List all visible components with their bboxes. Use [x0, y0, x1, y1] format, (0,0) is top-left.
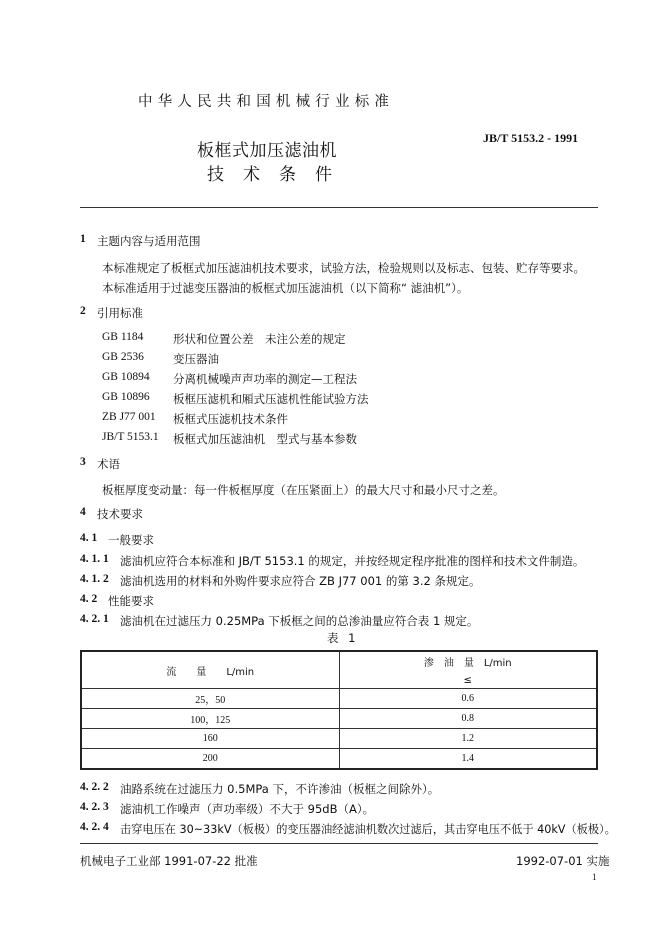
- clause-4-2-2-number: 4. 2. 2: [80, 781, 109, 793]
- table-row: [81, 729, 597, 749]
- table-caption: 表 1: [327, 631, 359, 645]
- table-cell-leak: 1.4: [339, 749, 597, 770]
- clause-4-2-2-text: 油路系统在过滤压力 0.5MPa 下，不许渗油（板框之间除外）。: [120, 782, 440, 796]
- reference-code: GB 10896: [102, 391, 150, 403]
- table-cell-leak: 0.6: [339, 689, 597, 709]
- table-cell-flow: 200: [81, 749, 339, 770]
- section-1-number: 1: [80, 233, 86, 245]
- standard-number: JB/T 5153.2 - 1991: [483, 131, 579, 145]
- clause-4-2-4-text: 击穿电压在 30~33kV（板极）的变压器油经滤油机数次过滤后，其击穿电压不低于 40kV（板极）。: [120, 823, 616, 836]
- clause-4-2-3-text: 滤油机工作噪声（声功率级）不大于 95dB（A）。: [120, 802, 375, 816]
- document-subtitle: 技术条件: [207, 165, 351, 185]
- clause-4-2-1-text: 滤油机在过滤压力 0.25MPa 下板框之间的总渗油量应符合表 1 规定。: [120, 614, 479, 628]
- table-row: [81, 749, 597, 770]
- clause-4-1-1-text: 滤油机应符合本标准和 JB/T 5153.1 的规定，并按经规定程序批准的图样和技术文件制造。: [120, 554, 585, 568]
- reference-title: 板框式压滤机技术条件: [173, 412, 288, 426]
- page-number: 1: [592, 872, 597, 882]
- reference-code: ZB J77 001: [102, 411, 156, 423]
- clause-4-1-2-number: 4. 1. 2: [80, 573, 109, 585]
- table-cell-flow: 100，125: [81, 709, 339, 729]
- section-4-2-number: 4. 2: [80, 593, 98, 605]
- approval-note: 机械电子工业部 1991-07-22 批准: [80, 854, 258, 868]
- section-3-number: 3: [80, 456, 86, 468]
- table-1: [80, 650, 598, 770]
- industry-standard-header: 中华人民共和国机械行业标准: [138, 94, 395, 110]
- table-row: [81, 689, 597, 709]
- section-1-paragraph-2: 本标准适用于过滤变压器油的板框式加压滤油机（以下简称“ 滤油机”）。: [102, 281, 469, 295]
- reference-title: 板框压滤机和厢式压滤机性能试验方法: [173, 392, 369, 406]
- clause-4-2-4-number: 4. 2. 4: [80, 821, 109, 833]
- table-header-row: [81, 651, 597, 689]
- section-4-1-heading: 一般要求: [108, 533, 154, 547]
- reference-title: 板框式加压滤油机 型式与基本参数: [173, 432, 357, 446]
- table-row: [81, 709, 597, 729]
- table-cell-leak: 0.8: [339, 709, 597, 729]
- effective-date: 1992-07-01 实施: [516, 854, 610, 868]
- document-title: 板框式加压滤油机: [197, 141, 337, 161]
- reference-code: GB 2536: [102, 351, 144, 363]
- header-divider: [80, 207, 598, 208]
- table-cell-flow: 25，50: [81, 689, 339, 709]
- clause-4-2-3-number: 4. 2. 3: [80, 801, 109, 813]
- table-cell-flow: 160: [81, 729, 339, 749]
- section-3-heading: 术语: [97, 457, 120, 471]
- section-2-number: 2: [80, 305, 86, 317]
- section-2-heading: 引用标准: [97, 306, 143, 320]
- reference-title: 形状和位置公差 未注公差的规定: [173, 332, 346, 346]
- section-4-number: 4: [80, 506, 86, 518]
- section-3-paragraph: 板框厚度变动量：每一件板框厚度（在压紧面上）的最大尺寸和最小尺寸之差。: [102, 483, 505, 497]
- table-header-leak-sub: ≤: [463, 675, 472, 686]
- table-header-leak-label: 渗 油 量 L/min: [423, 658, 512, 669]
- clause-4-2-1-number: 4. 2. 1: [80, 613, 109, 625]
- reference-code: GB 10894: [102, 371, 150, 383]
- clause-4-1-2-text: 滤油机选用的材料和外购件要求应符合 ZB J77 001 的第 3.2 条规定。: [120, 574, 481, 588]
- section-4-heading: 技术要求: [97, 507, 143, 521]
- footer-divider: [80, 843, 598, 844]
- clause-4-1-1-number: 4. 1. 1: [80, 553, 109, 565]
- table-header-flow: 流 量 L/min: [81, 651, 339, 689]
- section-1-heading: 主题内容与适用范围: [97, 234, 201, 248]
- reference-title: 分离机械噪声声功率的测定—工程法: [173, 372, 357, 386]
- table-cell-leak: 1.2: [339, 729, 597, 749]
- section-1-paragraph-1: 本标准规定了板框式加压滤油机技术要求，试验方法，检验规则以及标志、包装、贮存等要求。: [102, 261, 585, 275]
- section-4-1-number: 4. 1: [80, 532, 98, 544]
- reference-title: 变压器油: [173, 352, 219, 366]
- table-header-leak: [339, 651, 597, 689]
- reference-code: JB/T 5153.1: [102, 431, 159, 443]
- section-4-2-heading: 性能要求: [108, 594, 154, 608]
- reference-code: GB 1184: [102, 331, 144, 343]
